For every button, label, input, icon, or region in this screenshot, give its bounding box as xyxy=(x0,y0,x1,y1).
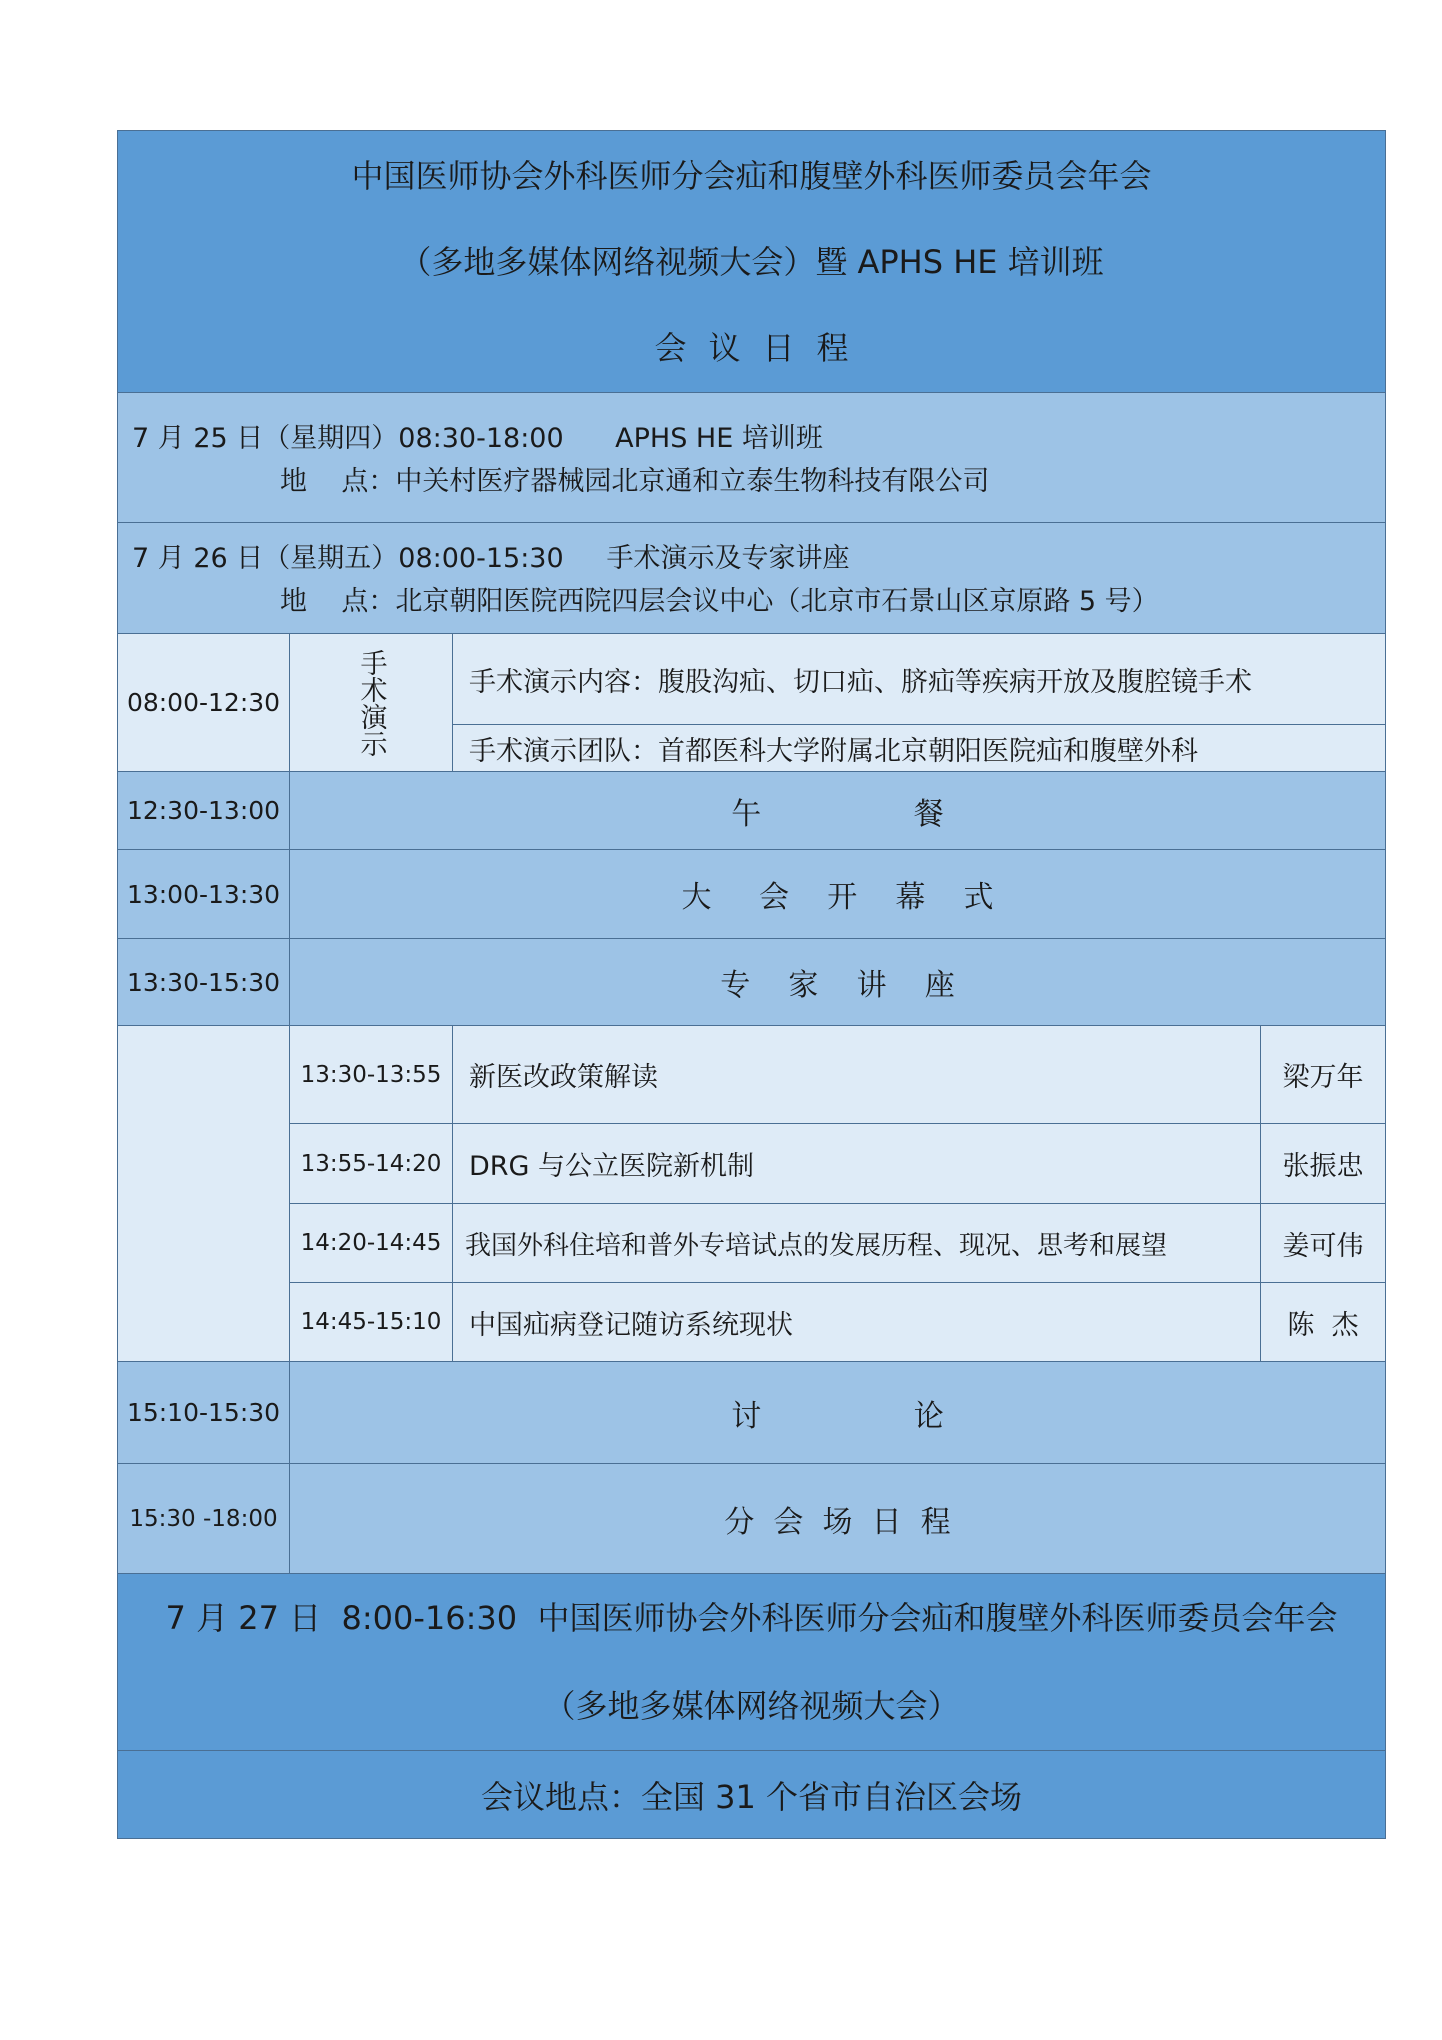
lecture-topic: 我国外科住培和普外专培试点的发展历程、现况、思考和展望 xyxy=(453,1204,1261,1283)
lecture-speaker: 姜可伟 xyxy=(1261,1204,1386,1283)
session-time: 15:30 -18:00 xyxy=(118,1464,290,1574)
day1-info xyxy=(118,393,1386,523)
day3-subtitle: （多地多媒体网络视频大会） xyxy=(543,1687,960,1725)
lecture-topic: 中国疝病登记随访系统现状 xyxy=(453,1283,1261,1362)
day1-date: 7 月 25 日（星期四）08:30-18:00 APHS HE 培训班 xyxy=(132,422,823,454)
lectures-empty-cell xyxy=(118,1026,290,1362)
schedule-heading: 会议日程 xyxy=(654,328,871,367)
session-time: 12:30-13:00 xyxy=(118,772,290,850)
surgery-demo-content: 手术演示内容：腹股沟疝、切口疝、脐疝等疾病开放及腹腔镜手术 xyxy=(453,634,1386,725)
lecture-time: 14:45-15:10 xyxy=(290,1283,453,1362)
session-title-lectures: 专 家 讲 座 xyxy=(290,939,1386,1026)
session-title-opening: 大 会 开 幕 式 xyxy=(290,850,1386,939)
surgery-demo-time: 08:00-12:30 xyxy=(118,634,290,772)
lecture-speaker: 张振忠 xyxy=(1261,1124,1386,1204)
day3-title: 7 月 27 日 8:00-16:30 中国医师协会外科医师分会疝和腹壁外科医师委员会年会 xyxy=(165,1599,1338,1637)
session-title-breakout: 分 会 场 日 程 xyxy=(290,1464,1386,1574)
conference-subtitle: （多地多媒体网络视频大会）暨 APHS HE 培训班 xyxy=(399,242,1104,281)
session-title-lunch: 午 餐 xyxy=(290,772,1386,850)
header-cell xyxy=(118,131,1386,393)
lecture-time: 13:55-14:20 xyxy=(290,1124,453,1204)
lecture-time: 13:30-13:55 xyxy=(290,1026,453,1124)
session-time: 15:10-15:30 xyxy=(118,1362,290,1464)
day2-date: 7 月 26 日（星期五）08:00-15:30 手术演示及专家讲座 xyxy=(132,543,850,574)
schedule-table xyxy=(117,130,1386,1839)
session-title-discussion: 讨 论 xyxy=(290,1362,1386,1464)
lecture-speaker: 陈 杰 xyxy=(1261,1283,1386,1362)
surgery-demo-team: 手术演示团队：首都医科大学附属北京朝阳医院疝和腹壁外科 xyxy=(453,725,1386,772)
session-time: 13:30-15:30 xyxy=(118,939,290,1026)
day2-info xyxy=(118,523,1386,634)
surgery-demo-label: 手术演示 xyxy=(355,648,387,757)
day1-location: 地 点：中关村医疗器械园北京通和立泰生物科技有限公司 xyxy=(280,465,990,497)
day3-location: 会议地点：全国 31 个省市自治区会场 xyxy=(118,1751,1386,1839)
day2-location: 地 点：北京朝阳医院西院四层会议中心（北京市石景山区京原路 5 号） xyxy=(280,586,1159,617)
surgery-demo-label-cell xyxy=(290,634,453,772)
session-time: 13:00-13:30 xyxy=(118,850,290,939)
lecture-time: 14:20-14:45 xyxy=(290,1204,453,1283)
lecture-topic: 新医改政策解读 xyxy=(453,1026,1261,1124)
day3-info xyxy=(118,1574,1386,1751)
conference-title: 中国医师协会外科医师分会疝和腹壁外科医师委员会年会 xyxy=(351,156,1152,195)
lecture-speaker: 梁万年 xyxy=(1261,1026,1386,1124)
lecture-topic: DRG 与公立医院新机制 xyxy=(453,1124,1261,1204)
